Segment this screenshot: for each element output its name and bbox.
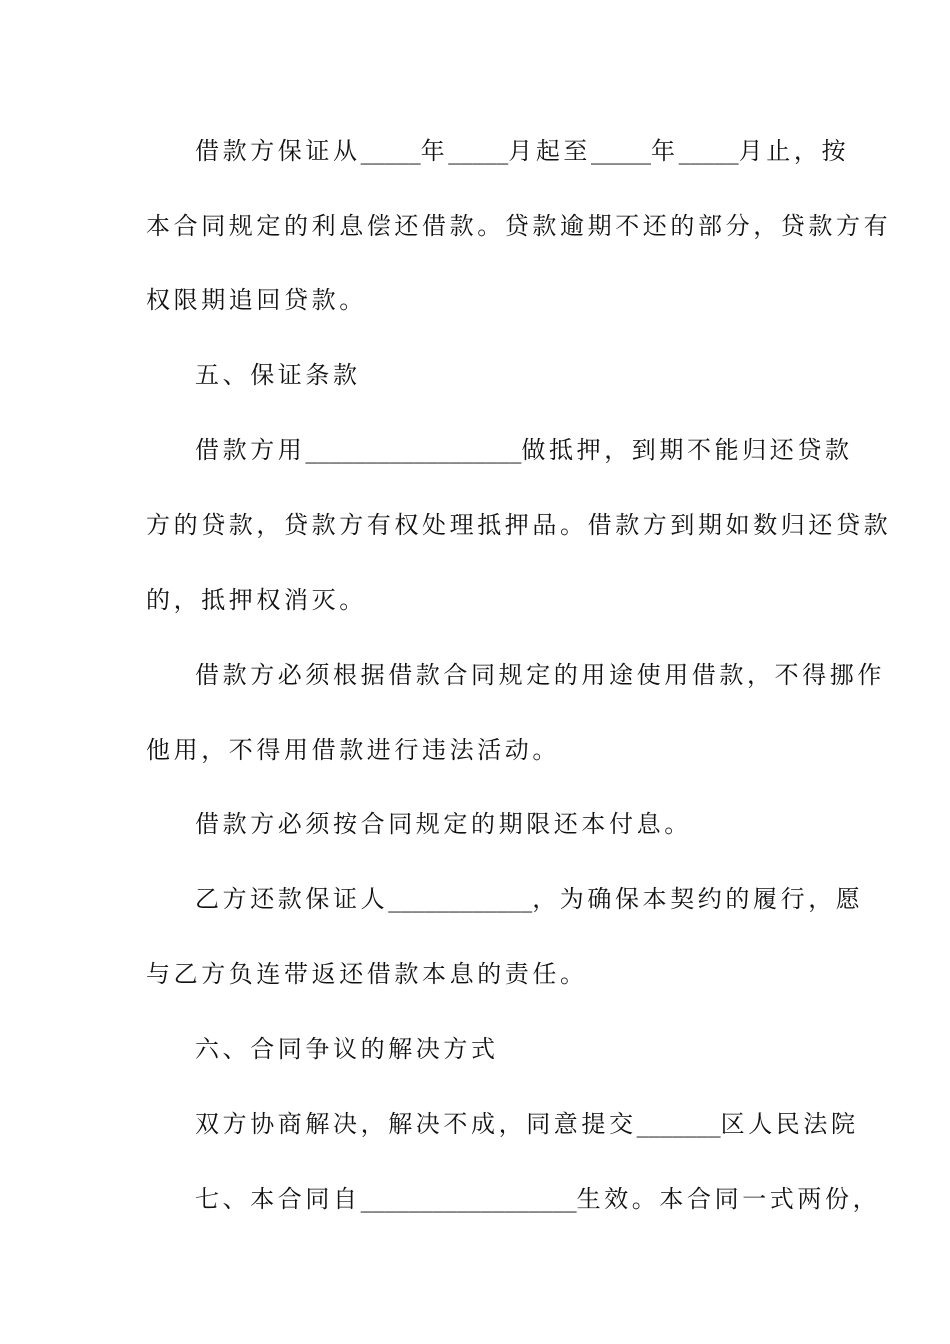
text-segment: 年 (420, 137, 449, 165)
text-segment: 本合同规定的利息偿还借款。贷款逾期不还的部分，贷款方有 (146, 212, 892, 240)
paragraph-collateral-line-3 (0, 584, 950, 616)
fill-blank-district: _______ (636, 1110, 721, 1138)
section-heading-guarantee-terms (0, 359, 950, 391)
text-segment: 他用，不得用借款进行违法活动。 (146, 736, 560, 764)
text-segment: 生效。本合同一式两份， (576, 1185, 881, 1213)
fill-blank-guarantor: ____________ (388, 885, 533, 913)
text-segment: 与乙方负连带返还借款本息的责任。 (146, 960, 588, 988)
text-segment: 做抵押，到期不能归还贷款 (521, 436, 853, 464)
paragraph-court (0, 1108, 950, 1140)
text-segment: 年 (651, 137, 679, 165)
section-heading-text: 六、合同争议的解决方式 (195, 1035, 499, 1063)
fill-blank-collateral: __________________ (305, 436, 522, 464)
text-segment: 权限期追回贷款。 (146, 286, 367, 314)
text-segment: 的，抵押权消灭。 (146, 586, 367, 614)
fill-blank-start-month: _____ (448, 137, 509, 165)
paragraph-effective-date (0, 1183, 950, 1215)
text-segment: 方的贷款，贷款方有权处理抵押品。借款方到期如数归还贷款 (146, 511, 892, 539)
paragraph-repayment-period-line-3 (0, 284, 950, 316)
paragraph-repay-on-time (0, 808, 950, 840)
text-segment: 借款方必须按合同规定的期限还本付息。 (195, 810, 692, 838)
section-heading-dispute-resolution (0, 1033, 950, 1065)
fill-blank-end-month: _____ (678, 137, 739, 165)
paragraph-guarantor-line-1 (0, 883, 950, 915)
paragraph-collateral-line-1 (0, 434, 950, 466)
text-segment: 双方协商解决，解决不成，同意提交 (195, 1110, 637, 1138)
paragraph-collateral-line-2 (0, 509, 950, 541)
section-heading-text: 五、保证条款 (195, 361, 361, 389)
paragraph-repayment-period-line-1 (0, 135, 950, 167)
paragraph-guarantor-line-2 (0, 958, 950, 990)
text-segment: 月止，按 (738, 137, 850, 165)
text-segment: 乙方还款保证人 (195, 885, 389, 913)
paragraph-loan-usage-line-1 (0, 659, 950, 691)
text-segment: 借款方必须根据借款合同规定的用途使用借款，不得挪作 (195, 661, 885, 689)
fill-blank-start-year: _____ (360, 137, 421, 165)
paragraph-loan-usage-line-2 (0, 734, 950, 766)
paragraph-repayment-period-line-2 (0, 210, 950, 242)
text-segment: 区人民法院 (720, 1110, 859, 1138)
text-segment: 借款方保证从 (195, 137, 361, 165)
text-segment: ，为确保本契约的履行，愿 (532, 885, 864, 913)
fill-blank-effective-date: __________________ (360, 1185, 577, 1213)
text-segment: 月起至 (508, 137, 592, 165)
text-segment: 七、本合同自 (195, 1185, 361, 1213)
text-segment: 借款方用 (195, 436, 306, 464)
fill-blank-end-year: _____ (591, 137, 652, 165)
